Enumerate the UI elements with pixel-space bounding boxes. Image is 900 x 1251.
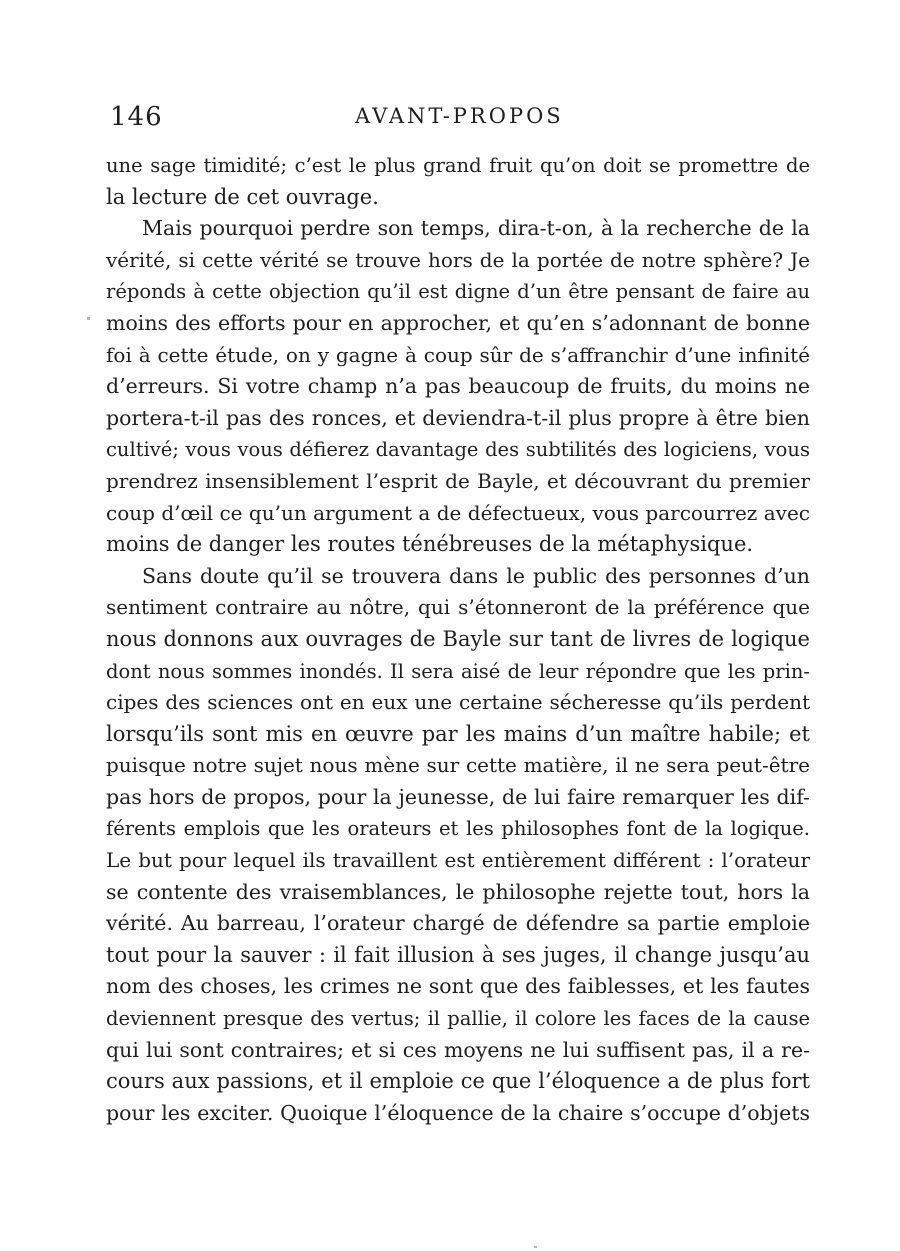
text-line: coup d’œil ce qu’un argument a de défectueux, vous parcourrez avec <box>106 500 810 525</box>
text-line: cultivé; vous vous défierez davantage des subtilités des logiciens, vous <box>106 438 810 462</box>
body-text <box>106 150 810 1129</box>
page-number: 146 <box>110 102 163 132</box>
text-line: une sage timidité; c’est le plus grand fruit qu’on doit se promettre de <box>106 154 810 177</box>
text-line: sentiment contraire au nôtre, qui s’étonneront de la préférence que <box>106 595 810 620</box>
text-line: réponds à cette objection qu’il est digne d’un être pensant de faire au <box>106 280 810 304</box>
text-line: vérité, si cette vérité se trouve hors de la portée de notre sphère? Je <box>106 247 810 272</box>
text-line: Mais pourquoi perdre son temps, dira-t-on, à la recherche de la <box>142 216 810 241</box>
text-line: prendrez insensiblement l’esprit de Bayle, et découvrant du premier <box>106 468 810 493</box>
text-line: d’erreurs. Si votre champ n’a pas beaucoup de fruits, du moins ne <box>106 374 810 399</box>
text-line: Le but pour lequel ils travaillent est entièrement différent : l’orateur <box>106 848 810 873</box>
text-line: se contente des vraisemblances, le philosophe rejette tout, hors la <box>106 879 810 904</box>
bottom-speck <box>534 1246 537 1248</box>
margin-speck <box>87 317 90 320</box>
text-line: dont nous sommes inondés. Il sera aisé de leur répondre que les prin- <box>106 659 810 683</box>
text-line: Sans doute qu’il se trouvera dans le public des personnes d’un <box>142 563 810 588</box>
text-line: pas hors de propos, pour la jeunesse, de lui faire remarquer les dif- <box>106 784 810 809</box>
text-line: cipes des sciences ont en eux une certaine sécheresse qu’ils perdent <box>106 690 810 715</box>
text-line: nous donnons aux ouvrages de Bayle sur tant de livres de logique <box>106 626 810 651</box>
page-header <box>110 102 570 142</box>
text-line: pour les exciter. Quoique l’éloquence de la chaire s’occupe d’objets <box>106 1100 810 1125</box>
text-line: deviennent presque des vertus; il pallie, il colore les faces de la cause <box>106 1007 810 1031</box>
text-line: cours aux passions, et il emploie ce que l’éloquence a de plus fort <box>106 1069 810 1094</box>
text-line: tout pour la sauver : il fait illusion à ses juges, il change jusqu’au <box>106 942 810 967</box>
text-line: moins des efforts pour en approcher, et qu’en s’adonnant de bonne <box>106 310 810 335</box>
text-line: foi à cette étude, on y gagne à coup sûr de s’affranchir d’une infinité <box>106 342 810 367</box>
text-line: portera-t-il pas des ronces, et deviendra-t-il plus propre à être bien <box>106 405 810 430</box>
text-line: puisque notre sujet nous mène sur cette matière, il ne sera peut-être <box>106 753 810 778</box>
text-line: qui lui sont contraires; et si ces moyens ne lui suffisent pas, il a re- <box>106 1037 810 1062</box>
text-line: vérité. Au barreau, l’orateur chargé de défendre sa partie emploie <box>106 911 810 936</box>
text-line: moins de danger les routes ténébreuses de la métaphysique. <box>106 532 754 557</box>
running-head: AVANT-PROPOS <box>355 104 564 128</box>
text-line: lorsqu’ils sont mis en œuvre par les mains d’un maître habile; et <box>106 721 810 746</box>
text-line: la lecture de cet ouvrage. <box>106 184 379 209</box>
text-line: nom des choses, les crimes ne sont que des faiblesses, et les fautes <box>106 974 810 999</box>
text-line: férents emplois que les orateurs et les philosophes font de la logique. <box>106 817 810 841</box>
